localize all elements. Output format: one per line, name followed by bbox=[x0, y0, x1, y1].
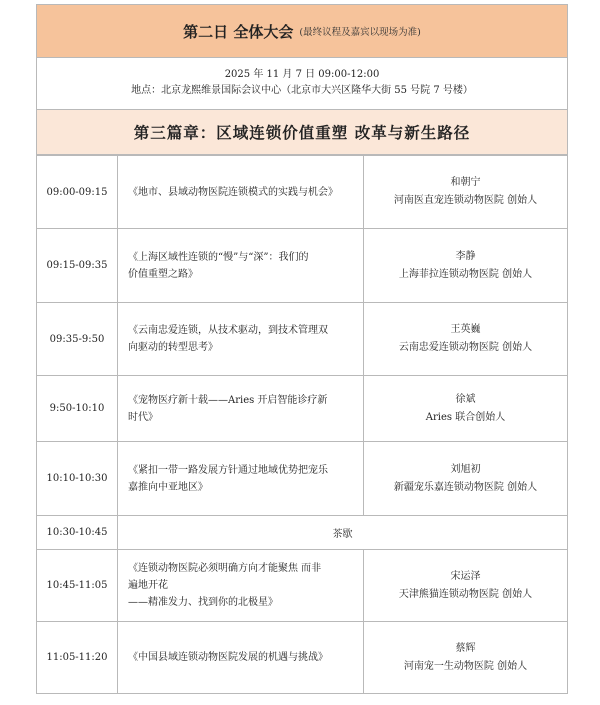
speaker-cell bbox=[364, 550, 568, 622]
topic-line: 《连锁动物医院必须明确方向才能聚焦 而非 bbox=[128, 563, 322, 574]
topic-line: 《上海区域性连锁的“慢”与“深”：我们的 bbox=[128, 251, 309, 263]
table-row bbox=[37, 376, 568, 442]
speaker-name: 和朝宁 bbox=[450, 177, 481, 188]
speaker-role: 天津熊猫连锁动物医院 创始人 bbox=[398, 588, 533, 600]
time-slot: 9:50-10:10 bbox=[37, 376, 118, 442]
time-slot: 09:15-09:35 bbox=[37, 229, 118, 303]
speaker-role: 河南医直宠连锁动物医院 创始人 bbox=[393, 195, 538, 206]
talk-topic bbox=[118, 229, 364, 303]
talk-topic bbox=[118, 622, 364, 694]
talk-topic bbox=[118, 303, 364, 376]
schedule-table bbox=[36, 155, 568, 694]
topic-line: 《宠物医疗新十载——Aries 开启智能诊疗新 bbox=[128, 394, 328, 406]
speaker-name: 刘旭初 bbox=[450, 463, 481, 475]
time-slot: 09:35-9:50 bbox=[37, 303, 118, 376]
table-row bbox=[37, 516, 568, 550]
speaker-cell bbox=[364, 622, 568, 694]
speaker-role: 新疆宠乐嘉连锁动物医院 创始人 bbox=[393, 481, 538, 493]
topic-line: 遍地开花 bbox=[128, 580, 168, 591]
chapter-title: 第三篇章：区域连锁价值重塑 改革与新生路径 bbox=[36, 110, 568, 155]
time-slot: 10:30-10:45 bbox=[37, 516, 118, 550]
table-row bbox=[37, 622, 568, 694]
venue-block bbox=[36, 58, 568, 110]
speaker-role: 云南忠爱连锁动物医院 创始人 bbox=[398, 342, 533, 353]
time-slot: 10:10-10:30 bbox=[37, 442, 118, 516]
speaker-cell bbox=[364, 229, 568, 303]
talk-topic bbox=[118, 376, 364, 442]
topic-line: 时代》 bbox=[128, 411, 158, 423]
day-title: 第二日 全体大会 bbox=[183, 22, 294, 41]
talk-topic bbox=[118, 442, 364, 516]
table-row bbox=[37, 156, 568, 229]
topic-line: 向驱动的转型思考》 bbox=[128, 342, 218, 353]
table-row bbox=[37, 303, 568, 376]
day-banner bbox=[36, 4, 568, 58]
topic-line: 嘉推向中亚地区》 bbox=[128, 481, 208, 493]
speaker-name: 王英巍 bbox=[450, 324, 481, 335]
speaker-cell bbox=[364, 156, 568, 229]
speaker-role: Aries 联合创始人 bbox=[425, 411, 506, 423]
agenda-sheet bbox=[36, 4, 568, 694]
speaker-role: 河南宠一生动物医院 创始人 bbox=[403, 660, 528, 672]
table-row bbox=[37, 550, 568, 622]
speaker-name: 蔡辉 bbox=[455, 642, 476, 654]
agenda-disclaimer: (最终议程及嘉宾以现场为准) bbox=[299, 27, 421, 38]
talk-topic bbox=[118, 550, 364, 622]
topic-line: 价值重塑之路》 bbox=[128, 268, 198, 280]
table-row bbox=[37, 442, 568, 516]
topic-line: ——精准发力、找到你的北极星》 bbox=[128, 597, 278, 608]
speaker-name: 李静 bbox=[455, 250, 476, 262]
topic-line: 《中国县域连锁动物医院发展的机遇与挑战》 bbox=[128, 652, 328, 663]
table-row bbox=[37, 229, 568, 303]
time-slot: 09:00-09:15 bbox=[37, 156, 118, 229]
topic-line: 《地市、县域动物医院连锁模式的实践与机会》 bbox=[128, 186, 338, 198]
venue-location: 地点：北京龙熙维景国际会议中心（北京市大兴区隆华大街 55 号院 7 号楼） bbox=[131, 85, 473, 96]
talk-topic bbox=[118, 156, 364, 229]
speaker-cell bbox=[364, 303, 568, 376]
speaker-role: 上海菲拉连锁动物医院 创始人 bbox=[398, 268, 533, 280]
speaker-cell bbox=[364, 442, 568, 516]
speaker-name: 宋运泽 bbox=[450, 570, 481, 582]
time-slot: 10:45-11:05 bbox=[37, 550, 118, 622]
time-slot: 11:05-11:20 bbox=[37, 622, 118, 694]
topic-line: 《云南忠爱连锁，从技术驱动，到技术管理双 bbox=[128, 325, 328, 336]
speaker-cell bbox=[364, 376, 568, 442]
tea-break: 茶歇 bbox=[118, 516, 568, 550]
topic-line: 《紧扣一带一路发展方针通过地域优势把宠乐 bbox=[128, 464, 328, 476]
speaker-name: 徐斌 bbox=[455, 393, 476, 405]
session-datetime: 2025 年 11 月 7 日 09:00-12:00 bbox=[224, 69, 380, 80]
